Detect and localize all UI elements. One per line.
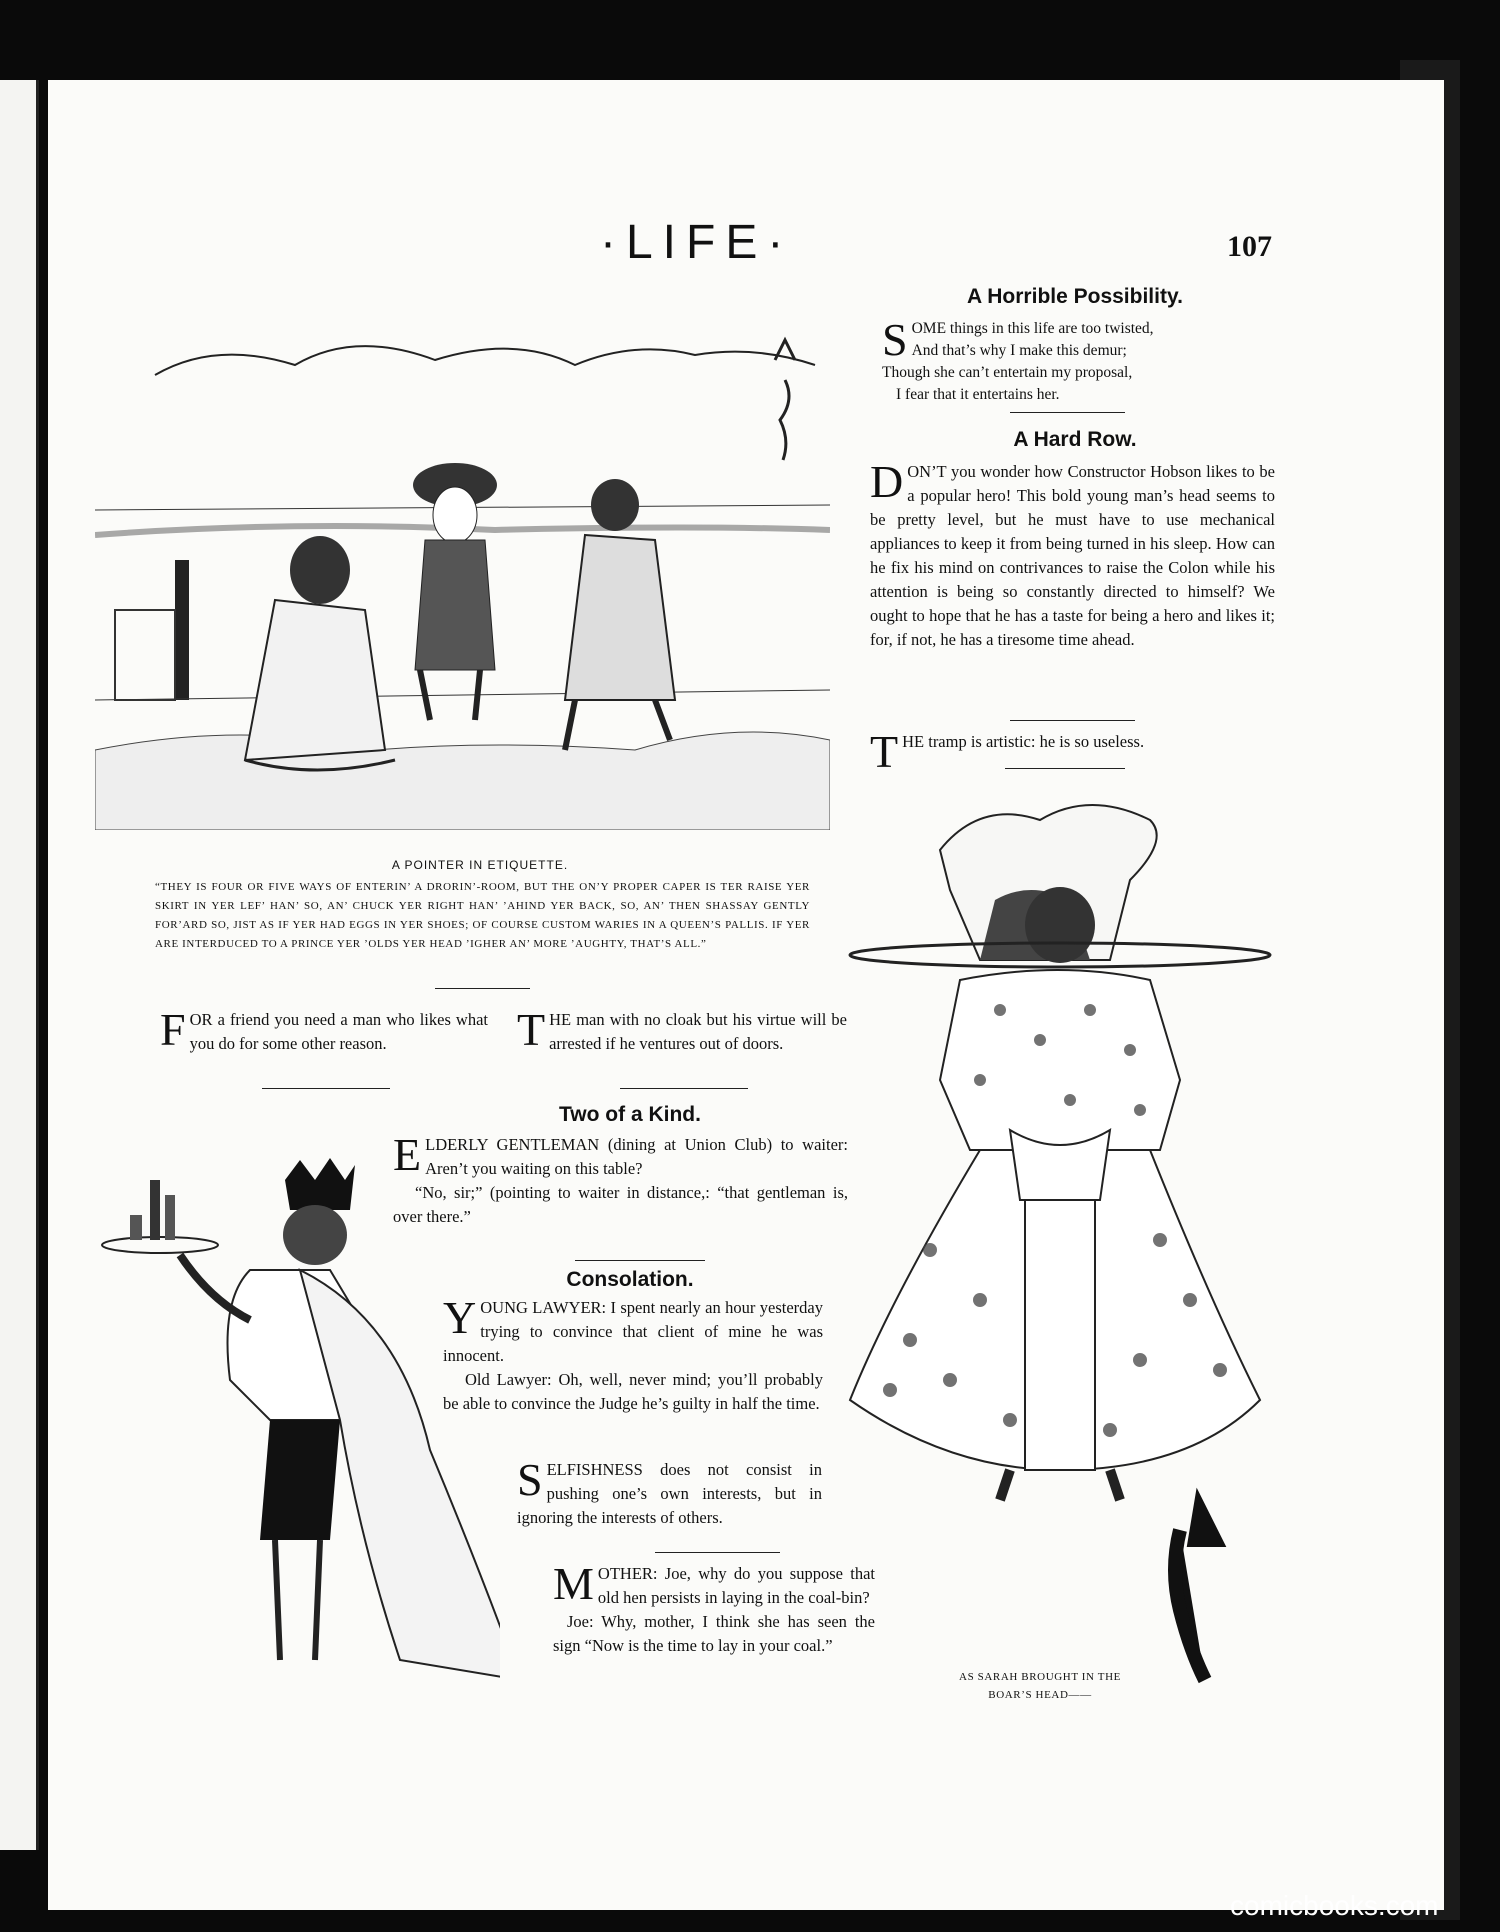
watermark: comicbooks.com [1230,1890,1439,1921]
cloak-body: HE man with no cloak but his virtue will be arrested if he ventures out of doors. [549,1010,847,1053]
pointer-caption-text: “THEY IS FOUR OR FIVE WAYS OF ENTERIN’ A DRORIN’-ROOM, BUT THE ON’Y PROPER CAPER IS TER RAISE YER SKIRT IN YER LEF’ HAN’ SO, AN’ CHUCK YER RIGHT HAN’ ’AHIND YER BACK, SO, AN’ THEN SHASSAY GENTLY FOR’ARD SO, JIST AS IF YER HAD EGGS IN YER SHOES; OF COURSE CUSTOM WARIES IN A QUEEN’S PALLIS. IF YER ARE INTERDUCED TO A PRINCE YER ’OLDS YER HEAD ’IGHER AN’ MORE ’AUGHTY, THAT’S ALL.” [155,881,810,950]
two-kind-text [393,1129,848,1229]
horrible-title: A Horrible Possibility. [967,285,1183,308]
selfishness-body: ELFISHNESS does not consist in pushing one’s own interests, but in ignoring the interests of others. [517,1460,822,1527]
horrible-poem [882,314,1272,406]
divider [1010,412,1125,413]
drop-cap: T [517,1004,546,1055]
poem-line: And that’s why I make this demur; [911,342,1127,359]
friend-text [160,1004,488,1056]
divider [575,1260,705,1261]
poem-line: I fear that it entertains her. [896,386,1060,403]
illustration-pointer-in-etiquette [95,280,830,830]
mother-text [553,1558,875,1658]
drop-cap: M [553,1558,594,1609]
hard-row-text [870,456,1275,652]
two-kind-p2: “No, sir;” (pointing to waiter in distance,: “that gentleman is, over there.” [393,1183,848,1226]
facing-page-edge [0,80,39,1850]
boar-caption: AS SARAH BROUGHT IN THE BOAR’S HEAD—— [959,1671,1121,1701]
divider [262,1088,390,1089]
consolation-text [443,1292,823,1416]
drop-cap: F [160,1004,186,1055]
poem-line: Though she can’t entertain my proposal, [882,364,1133,381]
friend-body: OR a friend you need a man who likes what you do for some other reason. [189,1010,488,1053]
hard-row-title: A Hard Row. [1013,428,1137,451]
masthead: ·LIFE· [600,216,794,269]
page-number: 107 [1227,230,1272,263]
tramp-text [870,726,1275,777]
cloak-text [517,1004,847,1056]
drop-cap: E [393,1129,422,1180]
selfishness-text [517,1454,822,1530]
pointer-caption-title: A POINTER IN ETIQUETTE. [391,858,569,872]
divider [620,1088,748,1089]
drop-cap: S [517,1454,543,1505]
consolation-p2: Old Lawyer: Oh, well, never mind; you’ll probably be able to convince the Judge he’s guilty in half the time. [443,1370,823,1413]
tramp-body: HE tramp is artistic: he is so useless. [902,732,1145,751]
consolation-p1: OUNG LAWYER: I spent nearly an hour yesterday trying to convince that client of mine he was innocent. [443,1298,823,1365]
poem-line: OME things in this life are too twisted, [911,320,1154,337]
divider [1005,768,1125,769]
divider [1010,720,1135,721]
mother-p2: Joe: Why, mother, I think she has seen the sign “Now is the time to lay in your coal.” [553,1612,875,1655]
drop-cap: T [870,726,899,777]
two-kind-p1: LDERLY GENTLEMAN (dining at Union Club) to waiter: Aren’t you waiting on this table? [425,1135,848,1178]
hard-row-body: ON’T you wonder how Constructor Hobson likes to be a popular hero! This bold young man’s head seems to be pretty level, but he must have to use mechanical appliances to keep it from being turned in his sleep. How can he fix his mind on contrivances to raise the Colon while his attention is being so constantly directed to himself? We ought to hope that he has a taste for being a hero and likes it; for, if not, he has a tiresome time ahead. [870,462,1275,649]
consolation-title: Consolation. [566,1268,694,1291]
divider [655,1552,780,1553]
two-kind-title: Two of a Kind. [559,1103,701,1126]
drop-cap: D [870,456,904,507]
mother-p1: OTHER: Joe, why do you suppose that old hen persists in laying in the coal-bin? [597,1564,875,1607]
drop-cap: Y [443,1292,477,1343]
divider [435,988,530,989]
illustration-sarah-boars-head [830,780,1300,1740]
drop-cap: S [882,314,908,365]
